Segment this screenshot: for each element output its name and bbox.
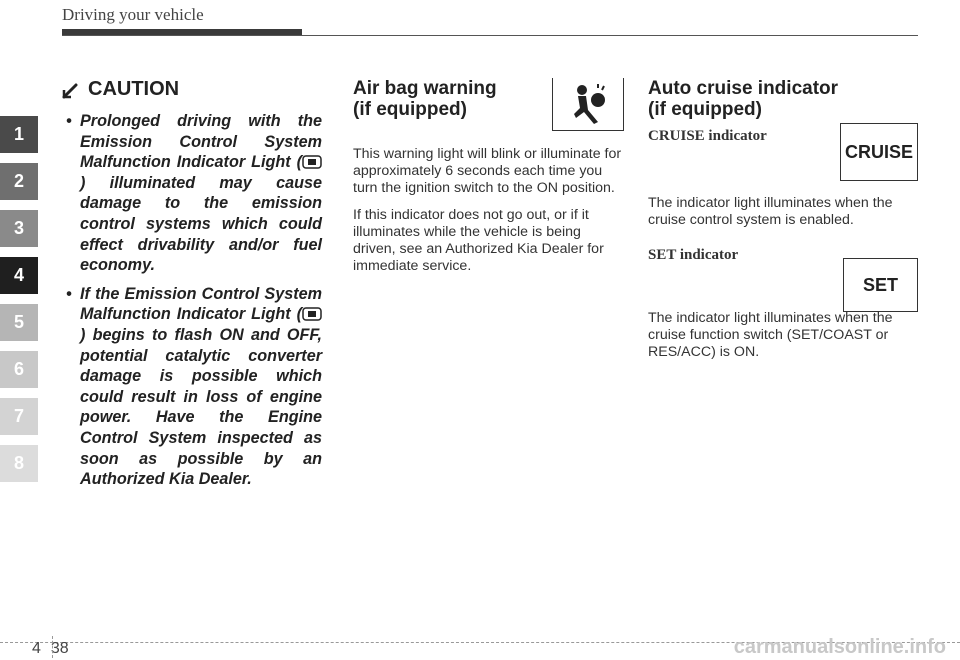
- caution-icon: [62, 81, 80, 99]
- set-indicator-box: SET: [843, 258, 918, 312]
- section-header: Driving your vehicle: [62, 5, 204, 24]
- check-engine-icon: [302, 155, 322, 169]
- caution-column: [62, 78, 322, 498]
- watermark: carmanualsonline.info: [733, 636, 946, 658]
- cruise-indicator-box: CRUISE: [840, 123, 918, 181]
- caution-item: • If the Emission Control System Malfunction Indicator Light () begins to flash ON and OFF, potential catalytic converter damage is possible which could result in loss of engine power. Have the Engine Control System inspected as soon as possible by an Authorized Kia Dealer.: [62, 284, 322, 490]
- cruise-description: The indicator light illuminates when the cruise control system is enabled.: [648, 195, 893, 228]
- airbag-title: Air bag warning (if equipped): [353, 78, 497, 120]
- set-description: The indicator light illuminates when the cruise function switch (SET/COAST or RES/ACC) is ON.: [648, 310, 893, 360]
- caution-list: [62, 111, 322, 490]
- chapter-tabs: [0, 116, 38, 492]
- chapter-tab-5[interactable]: 5: [0, 304, 38, 341]
- page-separator: [52, 636, 53, 658]
- airbag-icon: [568, 82, 608, 126]
- caution-item: • Prolonged driving with the Emission Control System Malfunction Indicator Light () illuminated may cause damage to the emission control systems which could effect drivability and/or fuel economy.: [62, 111, 322, 276]
- airbag-column: [353, 78, 625, 285]
- page-number: 4 38: [32, 640, 69, 657]
- airbag-paragraph: If this indicator does not go out, or if it illuminates while the vehicle is being driven, see an Authorized Kia Dealer for immediate service.: [353, 207, 604, 274]
- airbag-indicator-box: [552, 78, 624, 131]
- caution-heading: CAUTION: [62, 78, 322, 101]
- chapter-tab-7[interactable]: 7: [0, 398, 38, 435]
- set-subheading: SET indicator: [648, 247, 739, 263]
- cruise-column: [648, 78, 920, 371]
- chapter-tab-6[interactable]: 6: [0, 351, 38, 388]
- cruise-title: Auto cruise indicator (if equipped): [648, 78, 839, 120]
- airbag-paragraph: This warning light will blink or illuminate for approximately 6 seconds each time you turn the ignition switch to the ON position.: [353, 146, 622, 196]
- check-engine-icon: [302, 307, 322, 321]
- chapter-tab-4[interactable]: 4: [0, 257, 38, 294]
- chapter-tab-1[interactable]: 1: [0, 116, 38, 153]
- chapter-tab-3[interactable]: 3: [0, 210, 38, 247]
- header-rule: [62, 35, 918, 36]
- cruise-subheading: CRUISE indicator: [648, 128, 767, 144]
- chapter-tab-8[interactable]: 8: [0, 445, 38, 482]
- chapter-tab-2[interactable]: 2: [0, 163, 38, 200]
